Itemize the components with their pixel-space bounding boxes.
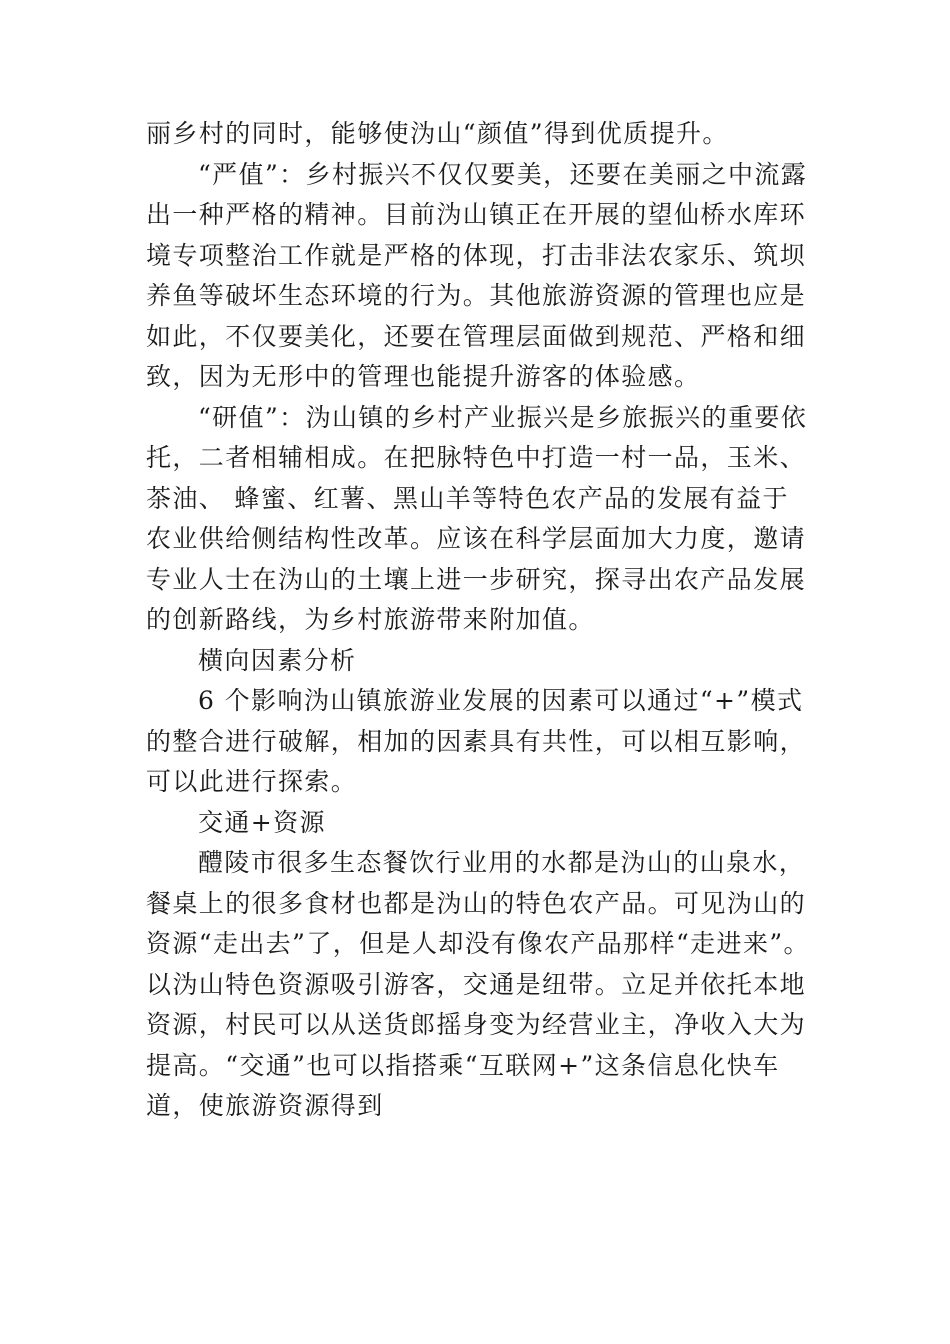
paragraph-beauty-continued: 丽乡村的同时，能够使沩山“颜值”得到优质提升。 xyxy=(146,119,729,148)
paragraph-research-value: “研值”：沩山镇的乡村产业振兴是乡旅振兴的重要依托，二者相辅相成。在把脉特色中打造一村一品，玉米、茶油、 蜂蜜、红薯、黑山羊等特色农产品的发展有益于农业供给侧结构性改革。应该在科学层面加大力度，邀请专业人士在沩山的土壤上进一步研究，探寻出农产品发展的创新路线，为乡村旅游带来附加值。 xyxy=(146,402,808,634)
paragraph-strict-value: “严值”：乡村振兴不仅仅要美，还要在美丽之中流露出一种严格的精神。目前沩山镇正在开展的望仙桥水库环境专项整治工作就是严格的体现，打击非法农家乐、筑坝养鱼等破坏生态环境的行为。其他旅游资源的管理也应是如此，不仅要美化，还要在管理层面做到规范、严格和细致，因为无形中的管理也能提升游客的体验感。 xyxy=(146,159,808,391)
document-body xyxy=(146,114,810,1127)
paragraph-liling-water: 醴陵市很多生态餐饮行业用的水都是沩山的山泉水，餐桌上的很多食材也都是沩山的特色农产品。可见沩山的资源“走出去”了，但是人却没有像农产品那样“走进来”。以沩山特色资源吸引游客，交通是纽带。立足并依托本地资源，村民可以从送货郎摇身变为经营业主，净收入大为提高。“交通”也可以指搭乘“互联网+”这条信息化快车道，使旅游资源得到 xyxy=(146,848,810,1120)
section-heading-traffic-resources: 交通+资源 xyxy=(198,807,326,837)
section-heading-horizontal-factors: 横向因素分析 xyxy=(198,645,357,675)
paragraph-six-factors: 6 个影响沩山镇旅游业发展的因素可以通过“+”模式的整合进行破解，相加的因素具有共性，可以相互影响，可以此进行探索。 xyxy=(146,686,807,796)
